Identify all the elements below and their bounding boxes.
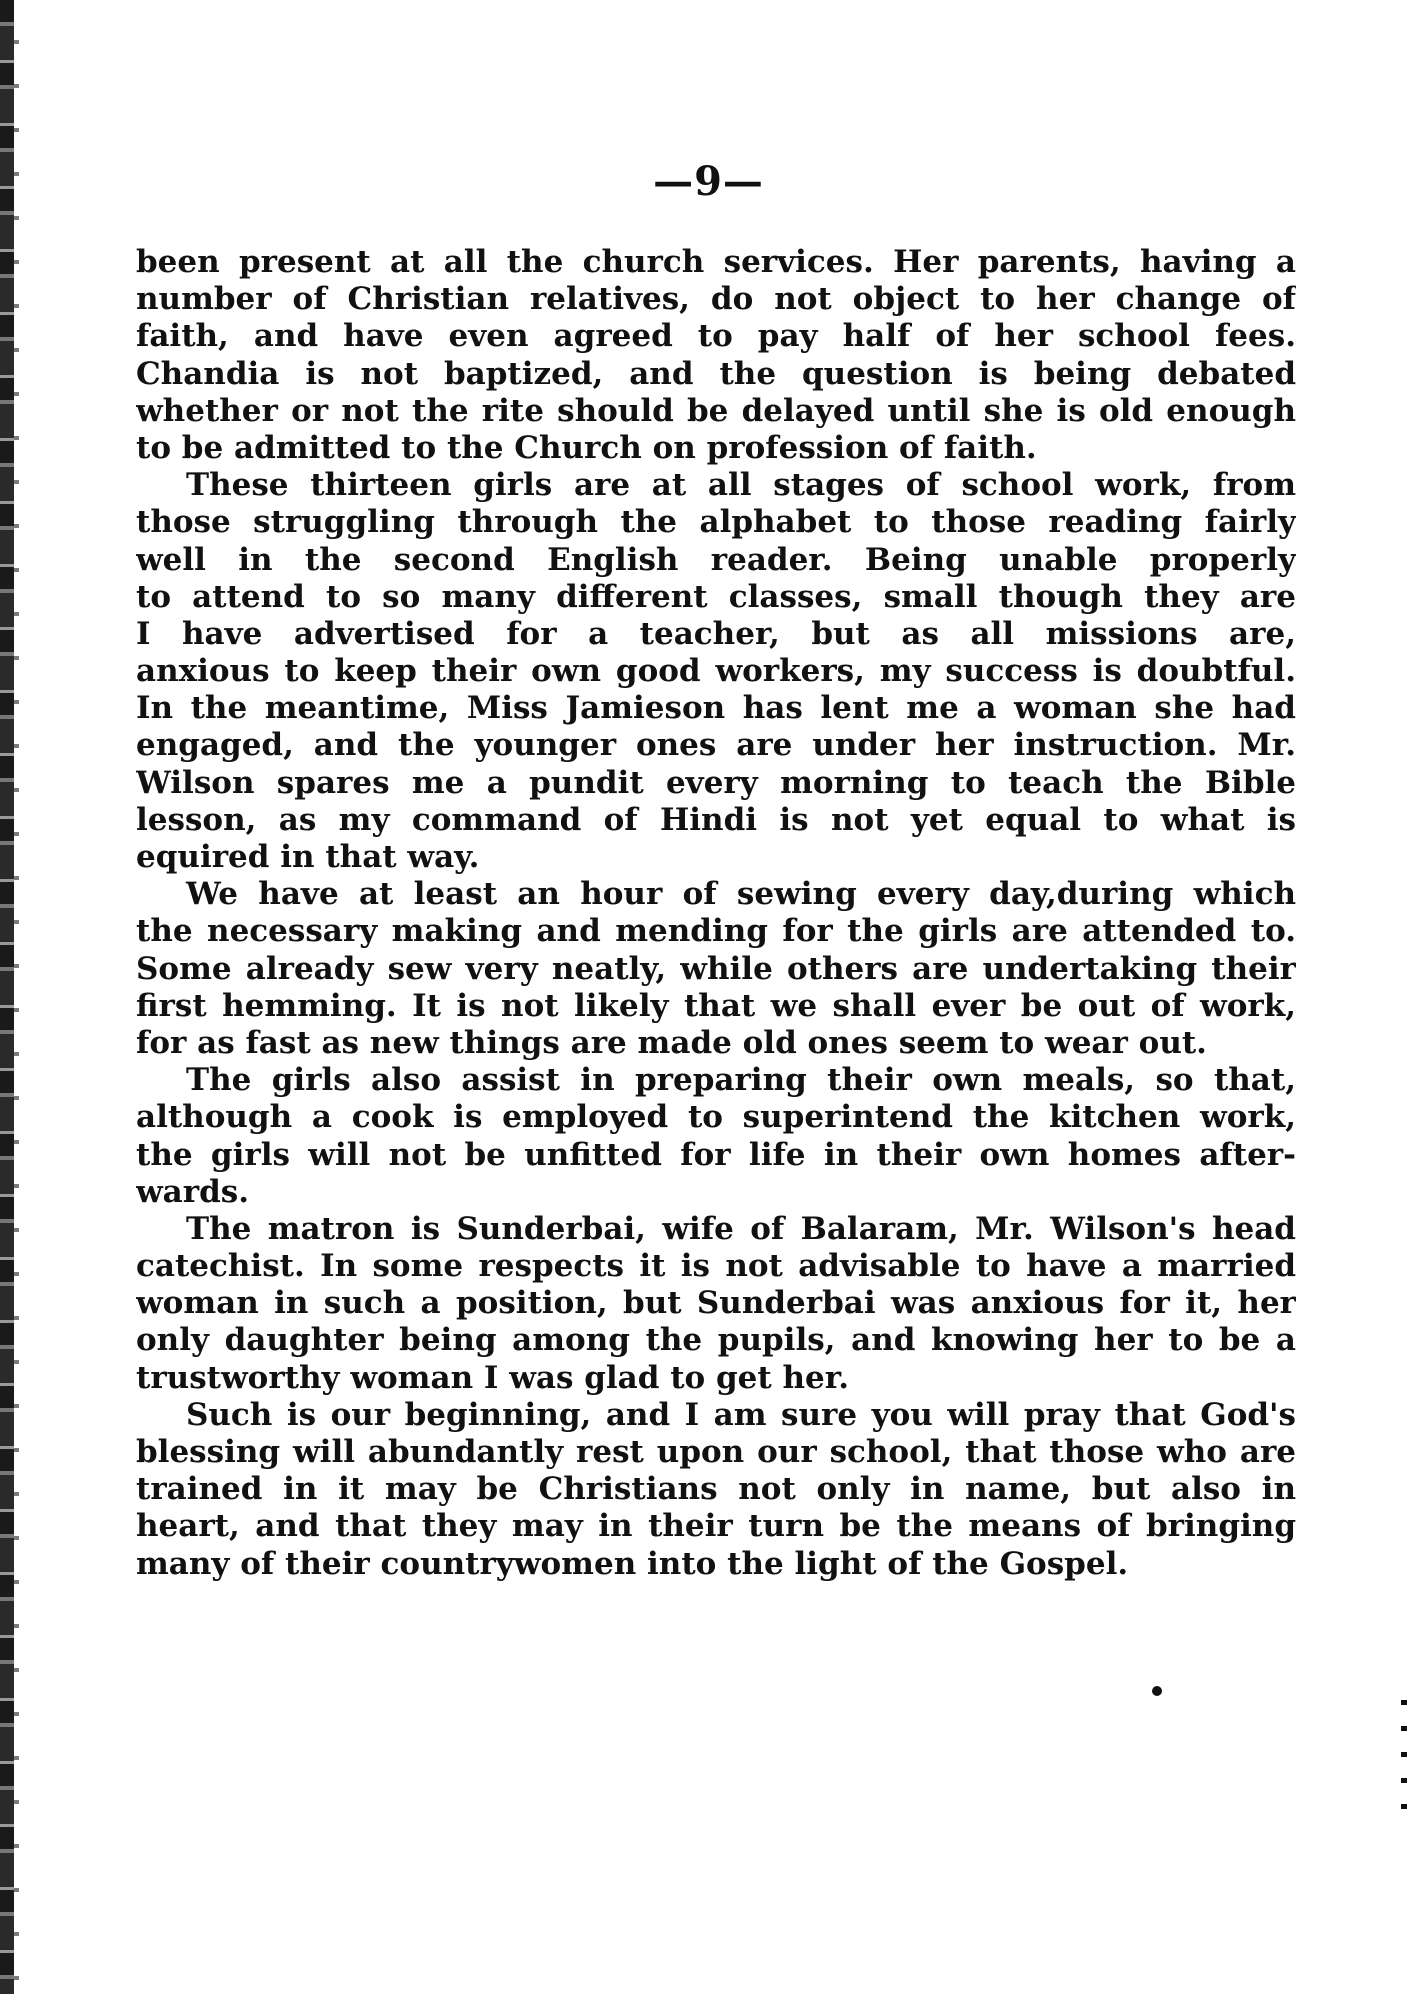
binding-edge: [0, 0, 14, 1994]
text-line: I have advertised for a teacher, but as all missions are,: [136, 615, 1296, 652]
text-line: blessing will abundantly rest upon our school, that those who are: [136, 1434, 1296, 1470]
text-line: woman in such a position, but Sunderbai was anxious for it, her: [136, 1285, 1296, 1322]
text-line: been present at all the church services. Her parents, having a: [136, 244, 1296, 280]
text-line: The girls also assist in preparing their own meals, so that,: [186, 1062, 1296, 1099]
text-line: Chandia is not baptized, and the question is being debated: [136, 355, 1296, 392]
text-line: whether or not the rite should be delayed until she is old enough: [136, 392, 1296, 429]
text-line: faith, and have even agreed to pay half of her school fees.: [136, 318, 1296, 355]
text-line: to be admitted to the Church on profession of faith.: [136, 429, 1037, 466]
text-line: We have at least an hour of sewing every day,during which: [186, 876, 1296, 913]
margin-specks: [1401, 1700, 1407, 1820]
text-line: Such is our beginning, and I am sure you will pray that God's: [186, 1396, 1296, 1433]
text-line: trustworthy woman I was glad to get her.: [136, 1359, 850, 1396]
text-line: equired in that way.: [136, 839, 480, 875]
text-line: first hemming. It is not likely that we shall ever be out of work,: [136, 987, 1296, 1024]
text-line: heart, and that they may in their turn be the means of bringing: [136, 1508, 1296, 1545]
text-line: Some already sew very neatly, while others are undertaking their: [136, 950, 1296, 987]
text-line: These thirteen girls are at all stages of school work, from: [186, 467, 1296, 504]
text-line: trained in it may be Christians not only in name, but also in: [136, 1471, 1296, 1508]
text-line: for as fast as new things are made old ones seem to wear out.: [136, 1024, 1207, 1061]
text-line: Wilson spares me a pundit every morning to teach the Bible: [136, 764, 1296, 801]
text-line: the girls will not be unfitted for life in their own homes after-: [136, 1136, 1296, 1173]
text-line: lesson, as my command of Hindi is not yet equal to what is: [136, 801, 1296, 838]
ink-speck: [1152, 1686, 1162, 1696]
text-line: although a cook is employed to superintend the kitchen work,: [136, 1099, 1296, 1136]
text-line: catechist. In some respects it is not advisable to have a married: [136, 1248, 1296, 1285]
text-line: well in the second English reader. Being unable properly: [136, 541, 1296, 578]
text-line: many of their countrywomen into the light of the Gospel.: [136, 1545, 1129, 1582]
binding-edge-shadow: [14, 0, 19, 1994]
page-number: —9—: [653, 158, 764, 205]
text-line: The matron is Sunderbai, wife of Balaram, Mr. Wilson's head: [186, 1210, 1296, 1247]
text-line: the necessary making and mending for the girls are attended to.: [136, 913, 1296, 950]
text-line: those struggling through the alphabet to those reading fairly: [136, 504, 1296, 541]
text-line: In the meantime, Miss Jamieson has lent me a woman she had: [136, 690, 1296, 727]
text-line: anxious to keep their own good workers, my success is doubtful.: [136, 653, 1296, 690]
text-line: only daughter being among the pupils, and knowing her to be a: [136, 1322, 1296, 1359]
text-line: wards.: [136, 1173, 250, 1210]
text-line: to attend to so many different classes, small though they are: [136, 578, 1296, 615]
text-line: engaged, and the younger ones are under her instruction. Mr.: [136, 727, 1296, 764]
text-body: [136, 244, 1296, 1583]
text-line: number of Christian relatives, do not object to her change of: [136, 281, 1296, 318]
